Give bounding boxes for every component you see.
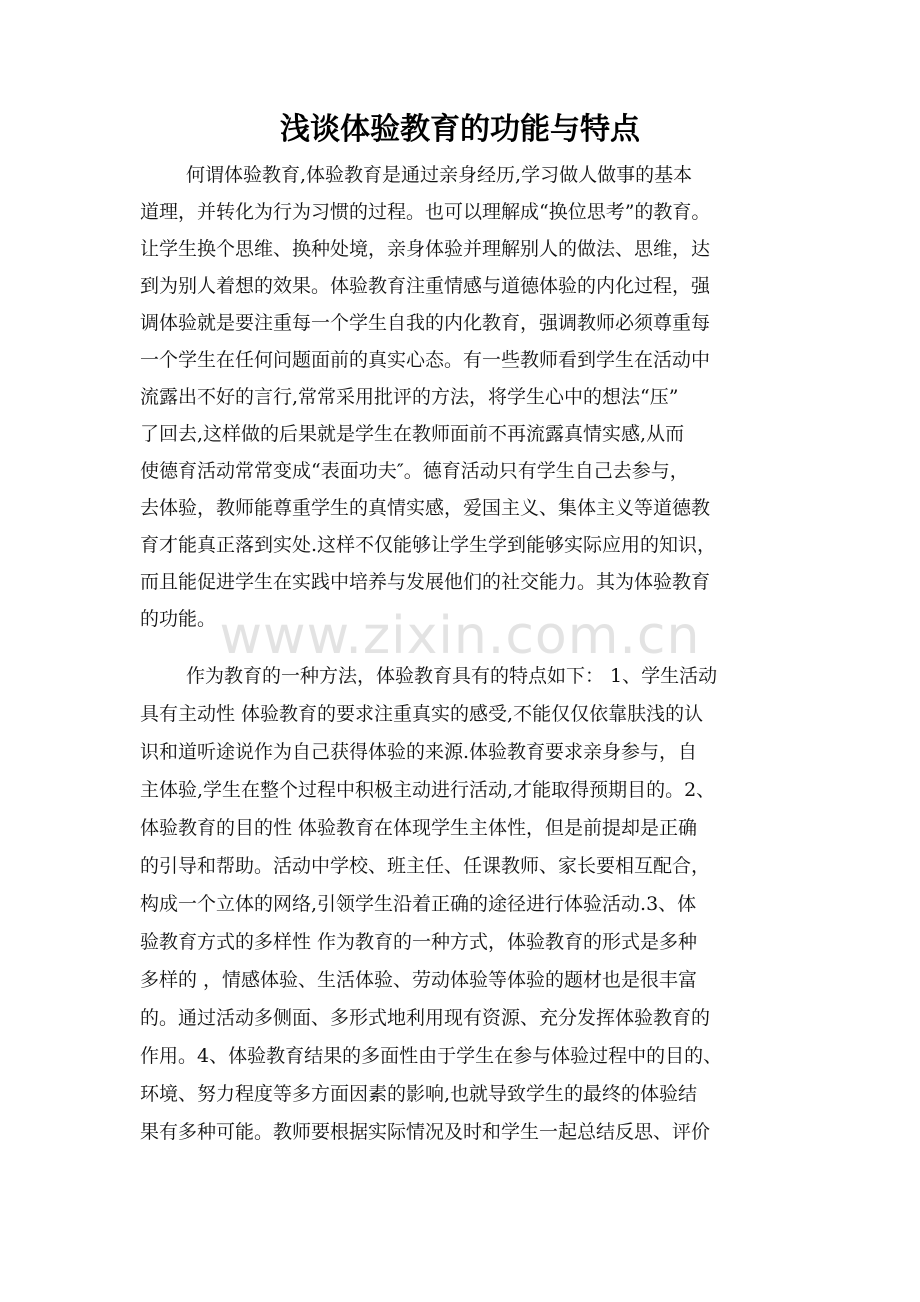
paragraph-line: 果有多种可能。教师要根据实际情况及时和学生一起总结反思、评价 [140, 1121, 711, 1143]
paragraph-line: 道理，并转化为行为习惯的过程。也可以理解成“换位思考”的教育。 [140, 201, 711, 223]
watermark: www.zixin.com.cn [219, 606, 701, 666]
paragraph-line: 环境、努力程度等多方面因素的影响,也就导致学生的最终的体验结 [140, 1083, 698, 1105]
paragraph-line: 验教育方式的多样性 作为教育的一种方式，体验教育的形式是多种 [140, 931, 698, 953]
paragraph-line: 作为教育的一种方法，体验教育具有的特点如下： 1、学生活动 [186, 665, 718, 687]
paragraph-line: 作用。4、体验教育结果的多面性由于学生在参与体验过程中的目的、 [140, 1045, 723, 1067]
paragraph-line: 到为别人着想的效果。体验教育注重情感与道德体验的内化过程，强 [140, 275, 711, 297]
paragraph-line: 流露出不好的言行,常常采用批评的方法，将学生心中的想法“压” [140, 386, 679, 408]
paragraph-line: 一个学生在任何问题面前的真实心态。有一些教师看到学生在活动中 [140, 349, 711, 371]
paragraph-line: 去体验，教师能尊重学生的真情实感，爱国主义、集体主义等道德教 [140, 497, 711, 519]
paragraph-line: 识和道听途说作为自己获得体验的来源.体验教育要求亲身参与，自 [140, 741, 698, 763]
paragraph-line: 使德育活动常常变成“表面功夫″。德育活动只有学生自己去参与， [140, 460, 689, 482]
paragraph-line: 育才能真正落到实处.这样不仅能够让学生学到能够实际应用的知识， [140, 534, 717, 556]
paragraph-line: 主体验,学生在整个过程中积极主动进行活动,才能取得预期目的。2、 [140, 779, 716, 801]
paragraph-line: 体验教育的目的性 体验教育在体现学生主体性，但是前提却是正确 [140, 817, 698, 839]
paragraph-line: 让学生换个思维、换种处境，亲身体验并理解别人的做法、思维，达 [140, 238, 711, 260]
paragraph-line: 构成一个立体的网络,引领学生沿着正确的途径进行体验活动.3、体 [140, 893, 697, 915]
paragraph-line: 而且能促进学生在实践中培养与发展他们的社交能力。其为体验教育 [140, 571, 711, 593]
paragraph-line: 调体验就是要注重每一个学生自我的内化教育，强调教师必须尊重每 [140, 312, 711, 334]
paragraph-line: 何谓体验教育,体验教育是通过亲身经历,学习做人做事的基本 [186, 164, 693, 186]
paragraph-line: 多样的 ，情感体验、生活体验、劳动体验等体验的题材也是很丰富 [140, 969, 698, 991]
document-title: 浅谈体验教育的功能与特点 [280, 112, 640, 147]
paragraph-line: 具有主动性 体验教育的要求注重真实的感受,不能仅仅依靠肤浅的认 [140, 703, 704, 725]
paragraph-line: 了回去,这样做的后果就是学生在教师面前不再流露真情实感,从而 [140, 423, 685, 445]
paragraph-line: 的功能。 [140, 608, 217, 630]
paragraph-line: 的。通过活动多侧面、多形式地利用现有资源、充分发挥体验教育的 [140, 1007, 711, 1029]
paragraph-line: 的引导和帮助。活动中学校、班主任、任课教师、家长要相互配合， [140, 855, 711, 877]
